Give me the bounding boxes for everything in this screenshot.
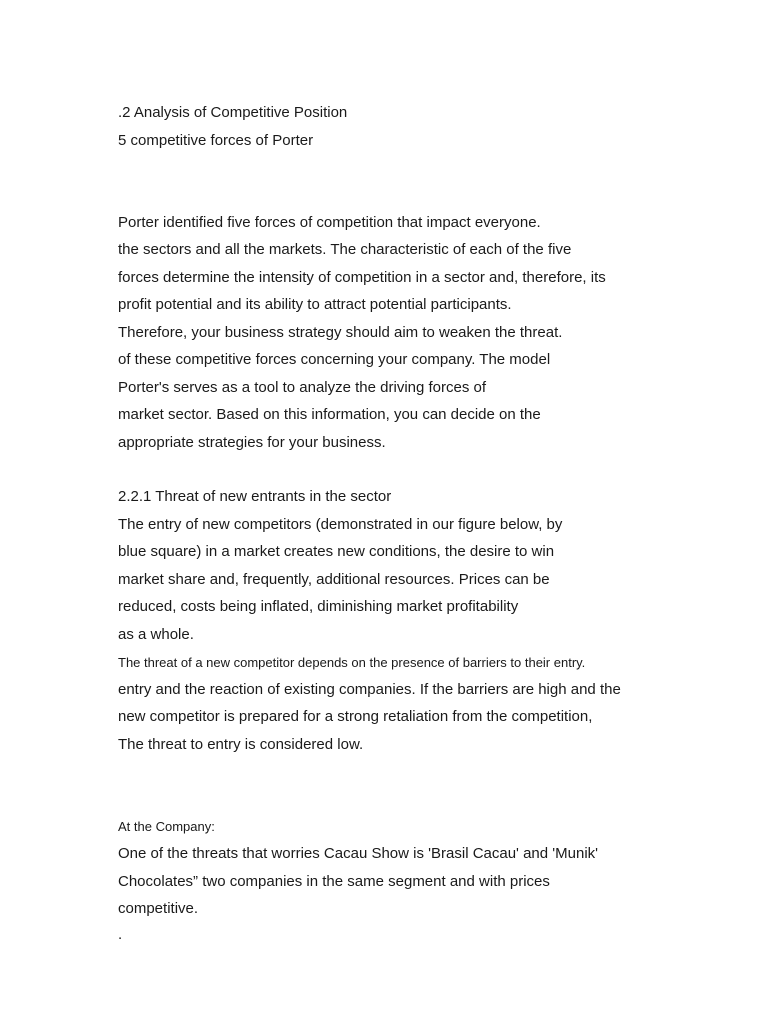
intro-line: appropriate strategies for your business.: [118, 434, 386, 451]
section-subtitle: 5 competitive forces of Porter: [118, 132, 314, 149]
intro-line: forces determine the intensity of competition in a sector and, therefore, its: [118, 269, 606, 286]
intro-line: Porter's serves as a tool to analyze the driving forces of: [118, 379, 487, 396]
company-line: One of the threats that worries Cacau Show is 'Brasil Cacau' and 'Munik': [118, 845, 599, 862]
trailing-period: .: [118, 926, 123, 943]
intro-line: Therefore, your business strategy should aim to weaken the threat.: [118, 324, 563, 341]
paragraph-line: blue square) in a market creates new conditions, the desire to win: [118, 543, 555, 560]
paragraph-small-line: The threat of a new competitor depends on the presence of barriers to their entry.: [118, 655, 586, 670]
subsection-title: 2.2.1 Threat of new entrants in the sector: [118, 488, 392, 505]
section-heading: .2 Analysis of Competitive Position: [118, 104, 348, 121]
paragraph-line: reduced, costs being inflated, diminishing market profitability: [118, 598, 519, 615]
paragraph-line: new competitor is prepared for a strong retaliation from the competition,: [118, 708, 593, 725]
paragraph-line: entry and the reaction of existing companies. If the barriers are high and the: [118, 681, 621, 698]
paragraph-line: market share and, frequently, additional resources. Prices can be: [118, 571, 550, 588]
company-label: At the Company:: [118, 819, 215, 834]
intro-line: market sector. Based on this information, you can decide on the: [118, 406, 541, 423]
paragraph-line: as a whole.: [118, 626, 194, 643]
paragraph-line: The entry of new competitors (demonstrated in our figure below, by: [118, 516, 563, 533]
intro-line: profit potential and its ability to attract potential participants.: [118, 296, 512, 313]
intro-line: the sectors and all the markets. The characteristic of each of the five: [118, 241, 572, 258]
intro-line: of these competitive forces concerning your company. The model: [118, 351, 551, 368]
company-line: Chocolates” two companies in the same segment and with prices: [118, 873, 550, 890]
paragraph-line: The threat to entry is considered low.: [118, 736, 364, 753]
company-line: competitive.: [118, 900, 199, 917]
intro-line: Porter identified five forces of competition that impact everyone.: [118, 214, 541, 231]
